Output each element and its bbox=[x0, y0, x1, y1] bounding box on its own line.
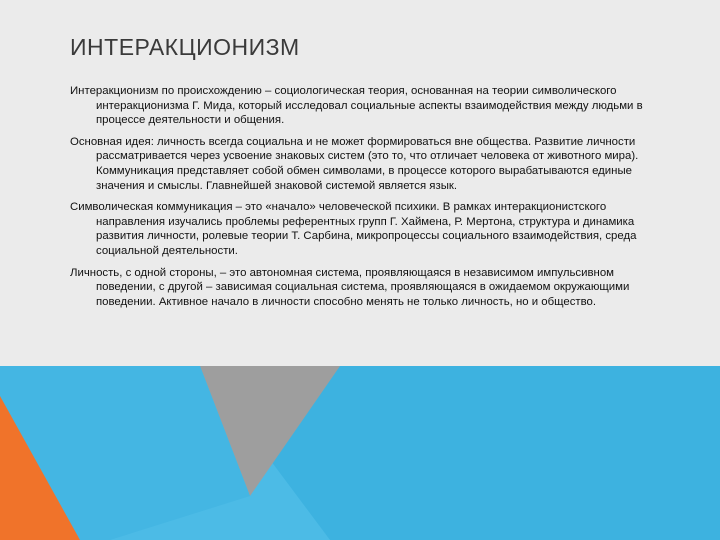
slide-title: ИНТЕРАКЦИОНИЗМ bbox=[70, 34, 300, 60]
slide-body bbox=[70, 84, 658, 316]
paragraph-main-idea: Основная идея: личность всегда социальна и не может формироваться вне общества. Развитие личности рассматривается через усвоение знаковых систем (это то, что отличает человека от животного мира). Коммуникация представляет собой обмен символами, в процессе которого вырабатываются единые значения и смыслы. Главнейшей знаковой системой является язык. bbox=[70, 135, 639, 192]
paragraph-origin: Интеракционизм по происхождению – социологическая теория, основанная на теории символического интеракционизма Г. Мида, который исследовал социальные аспекты взаимодействия между людьми в процессе деятельности и общения. bbox=[70, 85, 643, 127]
paragraph-symbolic-communication: Символическая коммуникация – это «начало» человеческой психики. В рамках интеракционистского направления изучались проблемы референтных групп Г. Хаймена, Р. Мертона, структура и динамика развития личности, ролевые теории Т. Сарбина, микропроцессы социального взаимодействия, среда социальной деятельности. bbox=[70, 201, 637, 257]
decorative-bottom-shapes bbox=[0, 366, 720, 540]
paragraph-personality: Личность, с одной стороны, – это автономная система, проявляющаяся в независимом импульсивном поведении, с другой – зависимая социальная система, проявляющаяся в ожидаемом окружающими поведении. Активное начало в личности способно менять не только личность, но и общество. bbox=[70, 266, 630, 308]
